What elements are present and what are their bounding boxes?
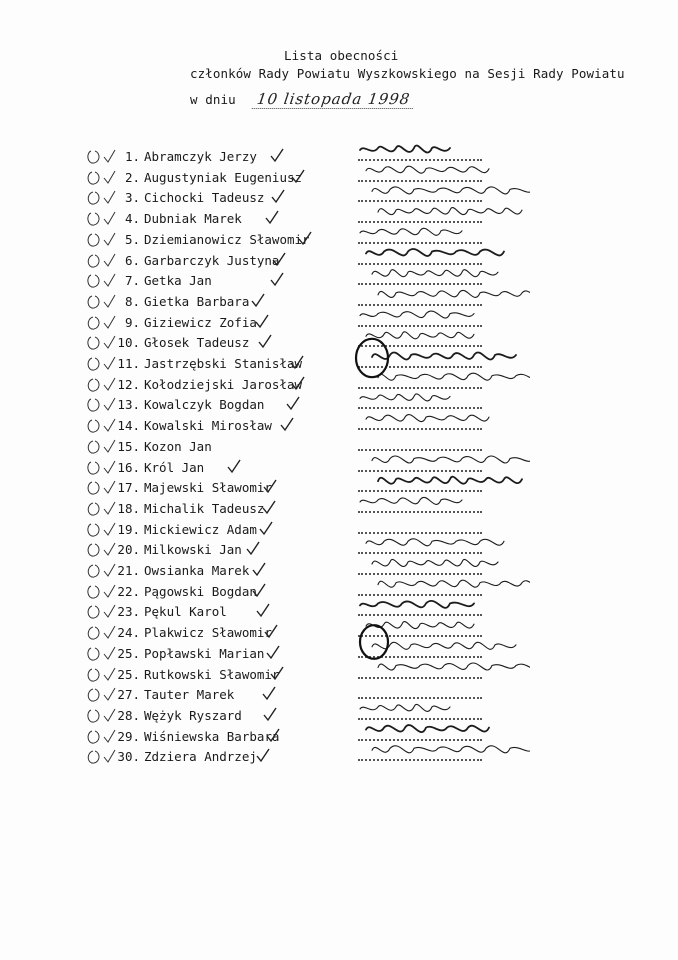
member-number: 10.	[117, 335, 140, 351]
member-number: 28.	[117, 707, 140, 723]
member-signature	[360, 497, 462, 504]
member-name: Giziewicz Zofia	[144, 314, 257, 330]
tick-icon	[271, 188, 285, 204]
member-row	[0, 458, 678, 478]
member-row	[0, 706, 678, 726]
tick-icon	[262, 685, 276, 701]
tick-icon	[290, 354, 304, 370]
tick-icon	[264, 623, 278, 639]
member-name: Pągowski Bogdan	[144, 583, 257, 599]
member-name: Abramczyk Jerzy	[144, 149, 257, 164]
member-number: 5.	[124, 231, 140, 247]
tick-icon	[266, 727, 280, 743]
member-signature	[372, 456, 530, 463]
member-signature	[366, 539, 504, 546]
date-prefix: w dniu	[190, 92, 236, 107]
member-number: 3.	[124, 190, 140, 206]
member-signature	[360, 704, 450, 711]
tick-icon	[256, 602, 270, 618]
member-row	[0, 395, 678, 415]
tick-icon	[263, 478, 277, 494]
member-number: 6.	[124, 252, 140, 268]
member-signature	[372, 559, 498, 566]
member-row	[0, 416, 678, 436]
tick-icon	[227, 458, 241, 474]
tick-icon	[263, 706, 277, 722]
member-name: Zdziera Andrzej	[144, 749, 257, 765]
document-title: Lista obecności	[284, 48, 399, 63]
member-signature	[366, 332, 474, 339]
member-number: 13.	[117, 397, 140, 413]
member-number: 20.	[117, 542, 140, 558]
member-number: 2.	[124, 169, 140, 185]
member-row	[0, 375, 678, 395]
tick-icon	[291, 375, 305, 391]
member-signature	[378, 663, 530, 670]
tick-icon	[262, 499, 276, 515]
member-row	[0, 644, 678, 664]
member-number: 27.	[117, 687, 140, 703]
member-name: Kozon Jan	[144, 438, 212, 454]
member-signature	[378, 580, 530, 587]
member-number: 19.	[117, 521, 140, 537]
member-signature	[360, 145, 450, 152]
member-number: 29.	[117, 728, 140, 744]
member-row	[0, 209, 678, 229]
member-row	[0, 437, 678, 457]
member-signature	[372, 352, 516, 359]
member-name: Wiśniewska Barbara	[144, 728, 280, 744]
member-row	[0, 478, 678, 498]
member-signature	[360, 394, 450, 401]
member-row	[0, 561, 678, 581]
tick-icon	[252, 561, 266, 577]
tick-icon	[259, 520, 273, 536]
member-name: Plakwicz Sławomir	[144, 625, 272, 641]
member-row	[0, 747, 678, 767]
member-number: 14.	[117, 418, 140, 434]
document-subtitle: członków Rady Powiatu Wyszkowskiego na Sesji Rady Powiatu	[190, 66, 625, 81]
member-signature	[366, 725, 489, 732]
member-row	[0, 313, 678, 333]
tick-icon	[266, 644, 280, 660]
member-row	[0, 147, 678, 167]
member-name: Getka Jan	[144, 273, 212, 289]
member-name: Augustyniak Eugeniusz	[144, 169, 303, 185]
member-signature	[360, 228, 462, 235]
member-name: Majewski Sławomir	[144, 480, 272, 496]
member-number: 17.	[117, 480, 140, 496]
member-name: Cichocki Tadeusz	[144, 190, 265, 206]
member-name: Dziemianowicz Sławomir	[144, 231, 310, 247]
member-signature	[360, 601, 474, 608]
member-number: 1.	[124, 149, 140, 164]
member-number: 15.	[117, 438, 140, 454]
member-signature	[378, 208, 522, 215]
member-number: 9.	[124, 314, 140, 330]
tick-icon	[255, 313, 269, 329]
member-name: Owsianka Marek	[144, 563, 250, 578]
member-signature	[372, 746, 530, 753]
member-row	[0, 354, 678, 374]
member-row	[0, 540, 678, 560]
member-name: Jastrzębski Stanisław	[144, 356, 303, 371]
member-signature	[372, 642, 516, 649]
member-name: Gietka Barbara	[144, 293, 250, 309]
member-signature	[378, 477, 522, 484]
member-signature	[378, 290, 530, 297]
tick-icon	[252, 582, 266, 598]
member-name: Wężyk Ryszard	[144, 707, 242, 723]
member-signature	[366, 166, 489, 173]
tick-icon	[256, 747, 270, 763]
tick-icon	[270, 271, 284, 287]
signature-flourish	[360, 625, 388, 659]
member-row	[0, 333, 678, 353]
member-name: Michalik Tadeusz	[144, 500, 265, 516]
member-number: 18.	[117, 500, 140, 516]
member-number: 21.	[117, 563, 140, 578]
member-row	[0, 168, 678, 188]
member-name: Garbarczyk Justyna	[144, 252, 280, 268]
member-number: 4.	[124, 211, 140, 227]
member-number: 8.	[124, 293, 140, 309]
tick-icon	[291, 168, 305, 184]
member-number: 30.	[117, 749, 140, 765]
member-row	[0, 520, 678, 540]
member-row	[0, 665, 678, 685]
session-date-line	[190, 90, 415, 109]
member-row	[0, 602, 678, 622]
tick-icon	[270, 147, 284, 163]
tick-icon	[265, 209, 279, 225]
member-number: 12.	[117, 376, 140, 392]
member-number: 25.	[117, 666, 140, 682]
tick-icon	[258, 333, 272, 349]
member-signature	[366, 415, 489, 422]
member-row	[0, 582, 678, 602]
member-name: Mickiewicz Adam	[144, 521, 257, 537]
tick-icon	[270, 665, 284, 681]
member-name: Rutkowski Sławomir	[144, 666, 280, 682]
tick-icon	[251, 292, 265, 308]
tick-icon	[298, 230, 312, 246]
member-name: Król Jan	[144, 459, 205, 475]
member-signature	[360, 311, 474, 318]
member-name: Tauter Marek	[144, 687, 235, 703]
member-row	[0, 251, 678, 271]
member-row	[0, 230, 678, 250]
tick-icon	[246, 540, 260, 556]
member-row	[0, 292, 678, 312]
member-number: 23.	[117, 604, 140, 620]
member-row	[0, 623, 678, 643]
member-signature	[378, 373, 530, 380]
tick-icon	[280, 416, 294, 432]
member-name: Głosek Tadeusz	[144, 335, 250, 351]
member-signature	[372, 270, 498, 277]
handwritten-date: 10 listopada 1998	[252, 90, 416, 109]
member-row	[0, 685, 678, 705]
member-name: Kołodziejski Jarosław	[144, 376, 303, 392]
signature-column	[340, 130, 530, 770]
member-number: 11.	[117, 356, 140, 371]
member-signature	[366, 249, 504, 256]
member-name: Kowalczyk Bogdan	[144, 397, 265, 413]
member-name: Dubniak Marek	[144, 211, 242, 227]
tick-icon	[286, 395, 300, 411]
member-row	[0, 188, 678, 208]
member-row	[0, 271, 678, 291]
member-number: 7.	[124, 273, 140, 289]
member-row	[0, 727, 678, 747]
member-signature	[372, 187, 530, 194]
member-number: 24.	[117, 625, 140, 641]
member-name: Popławski Marian	[144, 645, 265, 661]
member-row	[0, 499, 678, 519]
member-number: 16.	[117, 459, 140, 475]
member-name: Kowalski Mirosław	[144, 418, 272, 434]
member-name: Milkowski Jan	[144, 542, 242, 558]
member-number: 22.	[117, 583, 140, 599]
member-name: Pękul Karol	[144, 604, 227, 620]
member-number: 25.	[117, 645, 140, 661]
tick-icon	[272, 251, 286, 267]
